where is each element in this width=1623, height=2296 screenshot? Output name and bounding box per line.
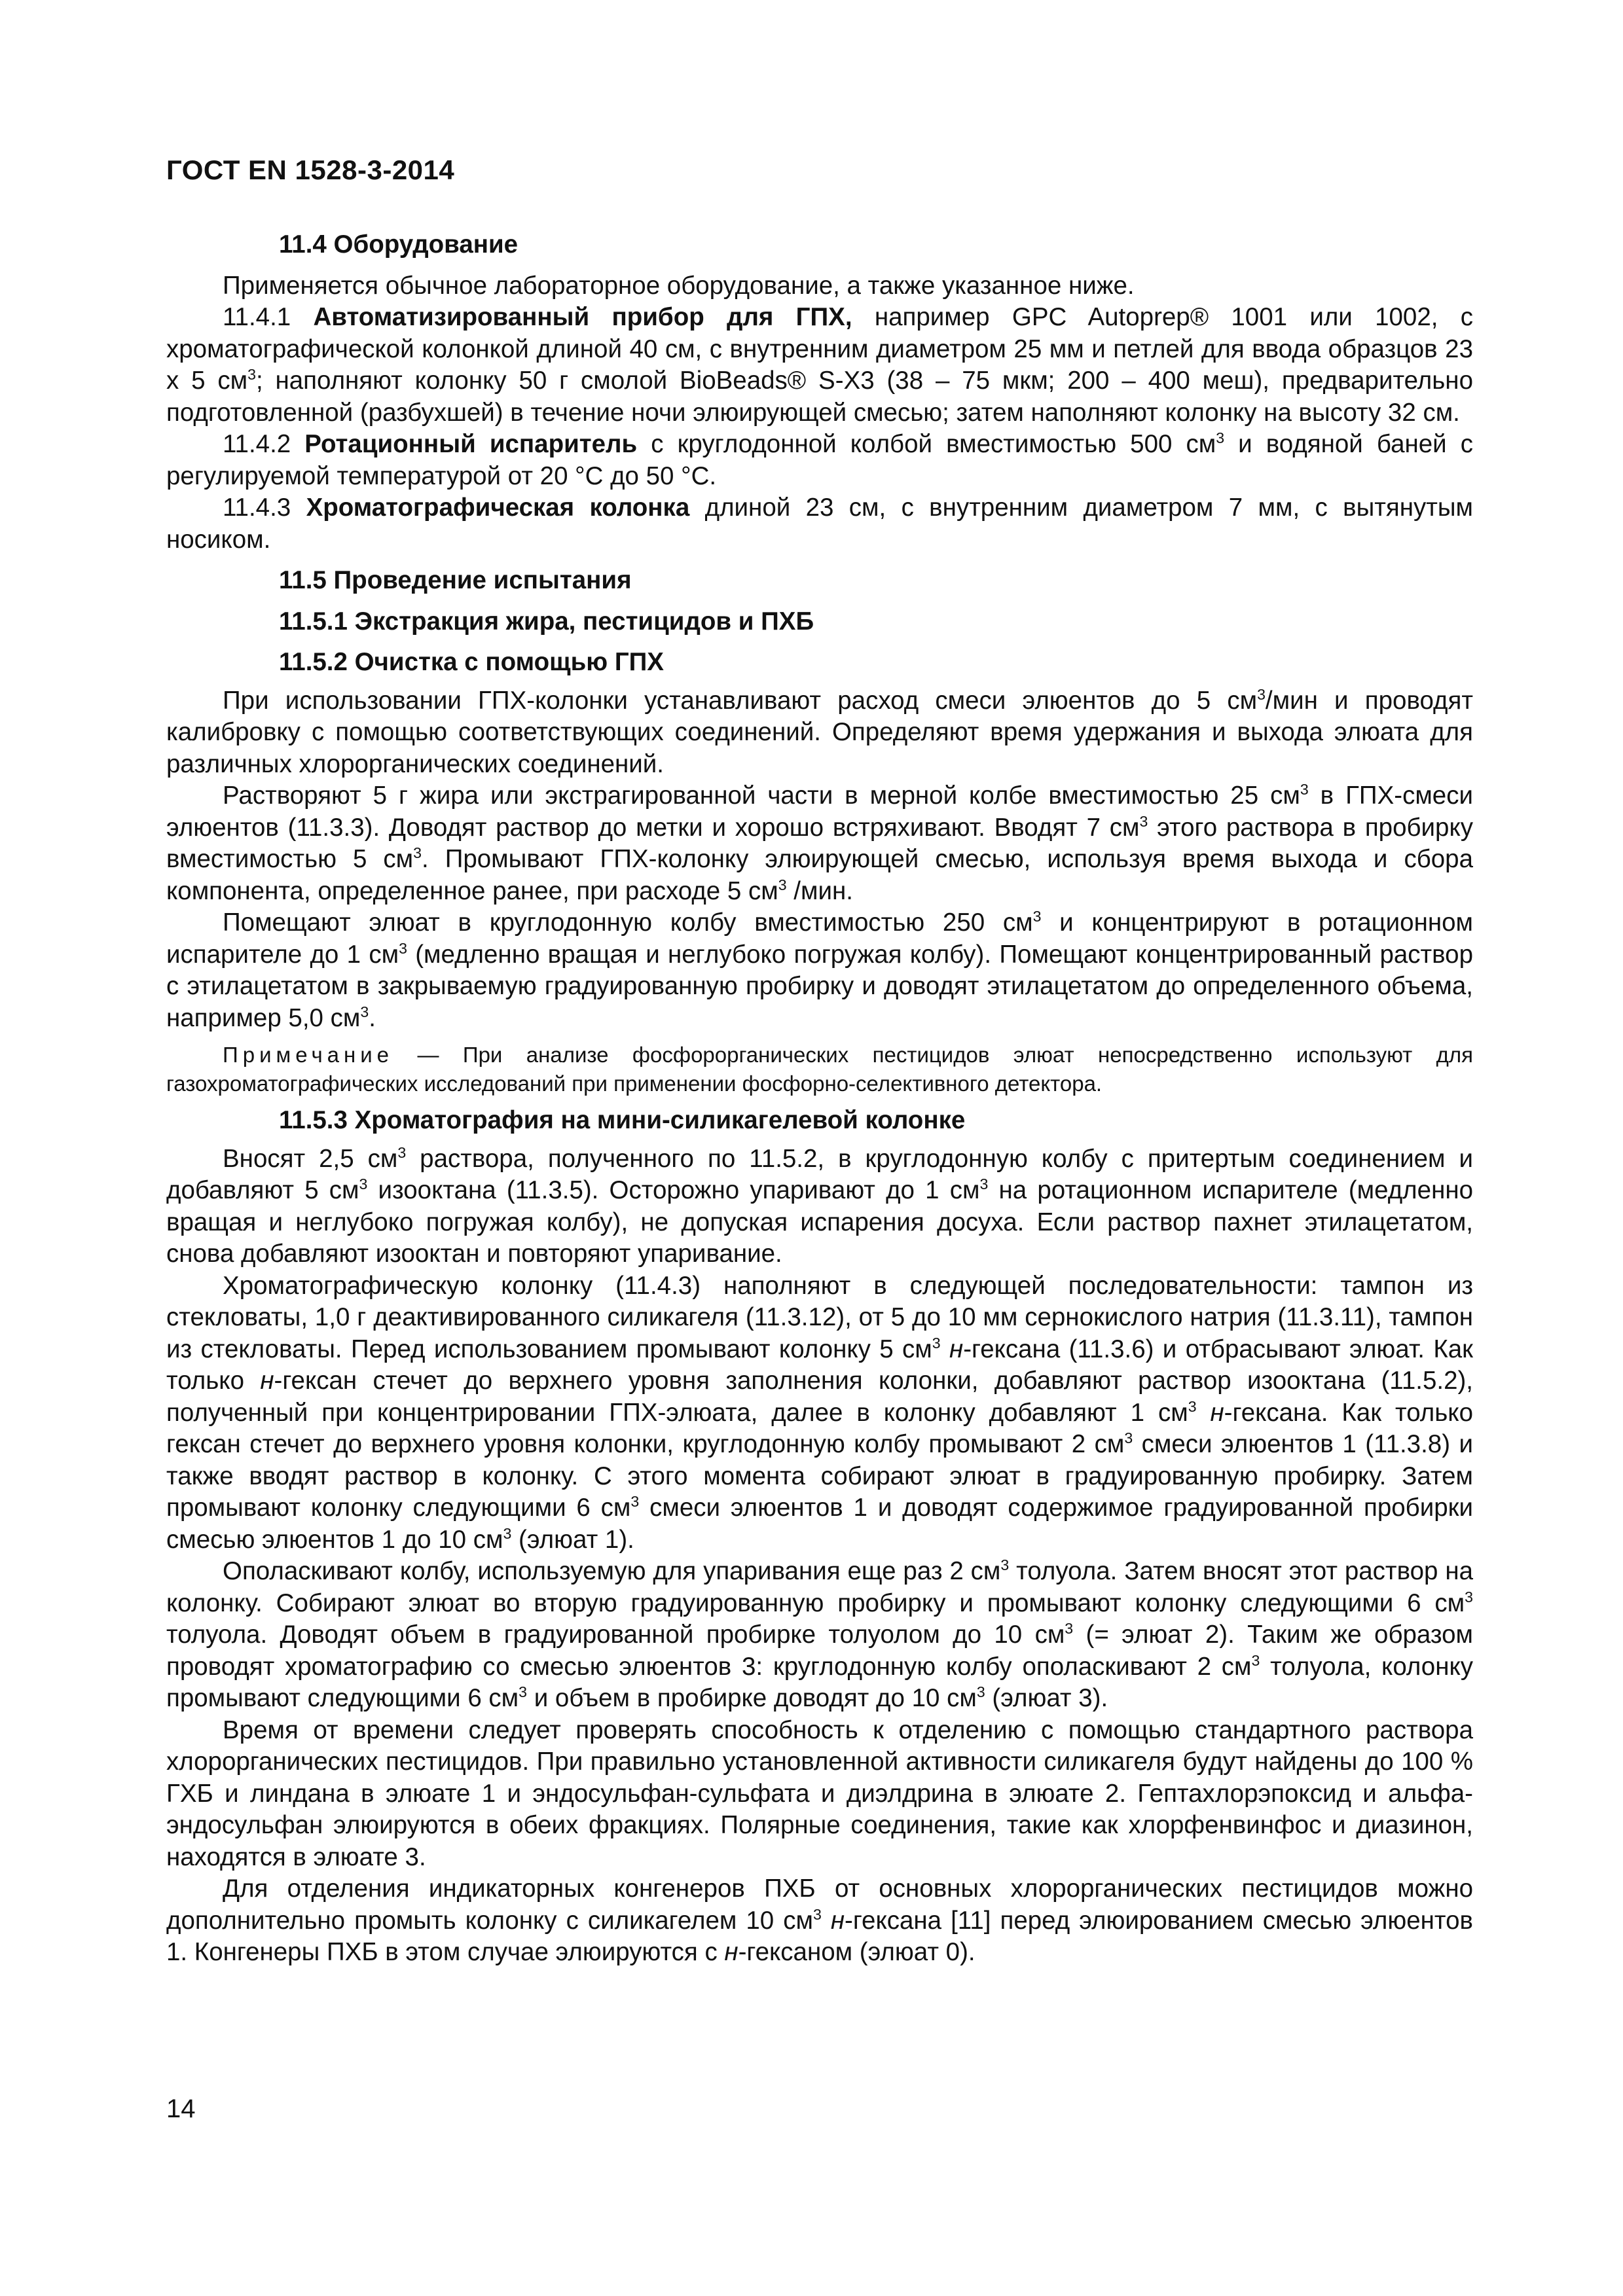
paragraph-evaporation: Вносят 2,5 $см^3$ раствора, полученного по 11.5.2, в круглодонную колбу с притертым соединением и добавляют 5 $см^3$ изооктана (11.3.5). Осторожно упаривают до 1 $см^3$ на ротационном испарителе (медленно вращая и неглубоко погружая колбу), не допуская испарения досуха. Если раствор пахнет этилацетатом, снова добавляют изооктан и повторяют упаривание.	[166, 1143, 1473, 1268]
page-number: 14	[166, 2094, 196, 2123]
section-11-5-1-title: 11.5.1 Экстракция жира, пестицидов и ПХБ	[279, 607, 814, 636]
section-11-5-2-title: 11.5.2 Очистка с помощью ГПХ	[279, 648, 664, 676]
item-11-4-3: 11.4.3 Хроматографическая колонка длиной 23 см, с внутренним диаметром 7 мм, с вытянутым носиком.	[166, 493, 1474, 554]
document-code-header: ГОСТ EN 1528-3-2014	[166, 154, 455, 185]
paragraph-dissolve-fat: Растворяют 5 г жира или экстрагированной части в мерной колбе вместимостью 25 $см^3$ в ГПХ-смеси элюентов (11.3.3). Доводят раствор до метки и хорошо встряхивают. Вводят 7 $см^3$ этого раствора в пробирку вместимостью 5 $см^3$. Промывают ГПХ-колонку элюирующей смесью, используя время выхода и сбора компонента, определенное ранее, при расходе 5 $см^3$ /мин.	[166, 781, 1473, 905]
paragraph-pcb-separation: Для отделения индикаторных конгенеров ПХБ от основных хлорорганических пестицидов можно дополнительно промыть колонку с силикагелем 10 $см^3$ н-гексана [11] перед элюированием смесью элюентов 1. Конгенеры ПХБ в этом случае элюируются с н-гексаном (элюат 0).	[166, 1874, 1473, 1966]
paragraph-separation-check: Время от времени следует проверять способность к отделению с помощью стандартного раствора хлорорганических пестицидов. При правильно установленной активности силикагеля будут найдены до 100 % ГХБ и линдана в элюате 1 и эндосульфан-сульфата и диэлдрина в элюате 2. Гептахлорэпоксид и альфа-эндосульфан элюируются в обеих фракциях. Полярные соединения, такие как хлорфенвинфос и диазинон, находятся в элюате 3.	[166, 1715, 1473, 1871]
paragraph-column-filling: Хроматографическую колонку (11.4.3) наполняют в следующей последовательности: тампон из стекловаты, 1,0 г деактивированного силикагеля (11.3.12), от 5 до 10 мм сернокислого натрия (11.3.11), тампон из стекловаты. Перед использованием промывают колонку 5 $см^3$ н-гексана (11.3.6) и отбрасывают элюат. Как только н-гексан стечет до верхнего уровня заполнения колонки, добавляют раствор изооктана (11.5.2), полученный при концентрировании ГПХ-элюата, далее в колонку добавляют 1 $см^3$ н-гексана. Как только гексан стечет до верхнего уровня колонки, круглодонную колбу промывают 2 $см^3$ смеси элюентов 1 (11.3.8) и также вводят раствор в колонку. С этого момента собирают элюат в градуированную пробирку. Затем промывают колонку следующими 6 $см^3$ смеси элюентов 1 и доводят содержимое градуированной пробирки смесью элюентов 1 до 10 $см^3$ (элюат 1).	[166, 1271, 1473, 1554]
item-11-4-2: 11.4.2 Ротационный испаритель с круглодонной колбой вместимостью 500 $см^3$ и водяной баней с регулируемой температурой от 20 °С до 50 °С.	[166, 429, 1473, 490]
section-11-4-title: 11.4 Оборудование	[279, 230, 519, 259]
note-phosphorus-pesticides: Примечание — При анализе фосфорорганических пестицидов элюат непосредственно используют для газохроматографических исследований при применении фосфорно-селективного детектора.	[166, 1043, 1474, 1096]
document-body	[166, 229, 1473, 1969]
paragraph-concentrate-eluate: Помещают элюат в круглодонную колбу вместимостью 250 $см^3$ и концентрируют в ротационном испарителе до 1 $см^3$ (медленно вращая и неглубоко погружая колбу). Помещают концентрированный раствор с этилацетатом в закрываемую градуированную пробирку и доводят этилацетатом до определенного объема, например 5,0 $см^3$.	[166, 908, 1473, 1032]
paragraph-rinse-toluene: Ополаскивают колбу, используемую для упаривания еще раз 2 $см^3$ толуола. Затем вносят этот раствор на колонку. Собирают элюат во вторую градуированную пробирку и промывают колонку следующими 6 $см^3$ толуола. Доводят объем в градуированной пробирке толуолом до 10 $см^3$ (= элюат 2). Таким же образом проводят хроматографию со смесью элюентов 3: круглодонную колбу ополаскивают 2 $см^3$ толуола, колонку промывают следующими 6 $см^3$ и объем в пробирке доводят до 10 $см^3$ (элюат 3).	[166, 1556, 1473, 1712]
paragraph-gpc-calibration: При использовании ГПХ-колонки устанавливают расход смеси элюентов до 5 $см^3$/мин и проводят калибровку с помощью соответствующих соединений. Определяют время удержания и выхода элюата для различных хлорорганических соединений.	[166, 685, 1473, 778]
section-11-5-title: 11.5 Проведение испытания	[279, 566, 632, 594]
section-11-5-3-title: 11.5.3 Хроматография на мини-силикагелевой колонке	[279, 1106, 966, 1134]
section-11-4-intro: Применяется обычное лабораторное оборудование, а также указанное ниже.	[223, 271, 1135, 300]
item-11-4-1: 11.4.1 Автоматизированный прибор для ГПХ, например GPC Autoprep® 1001 или 1002, с хроматографической колонкой длиной 40 см, с внутренним диаметром 25 мм и петлей для ввода образцов 23 х 5 $см^3$; наполняют колонку 50 г смолой BioBeads® S-X3 (38 – 75 мкм; 200 – 400 меш), предварительно подготовленной (разбухшей) в течение ночи элюирующей смесью; затем наполняют колонку на высоту 32 см.	[166, 303, 1473, 427]
